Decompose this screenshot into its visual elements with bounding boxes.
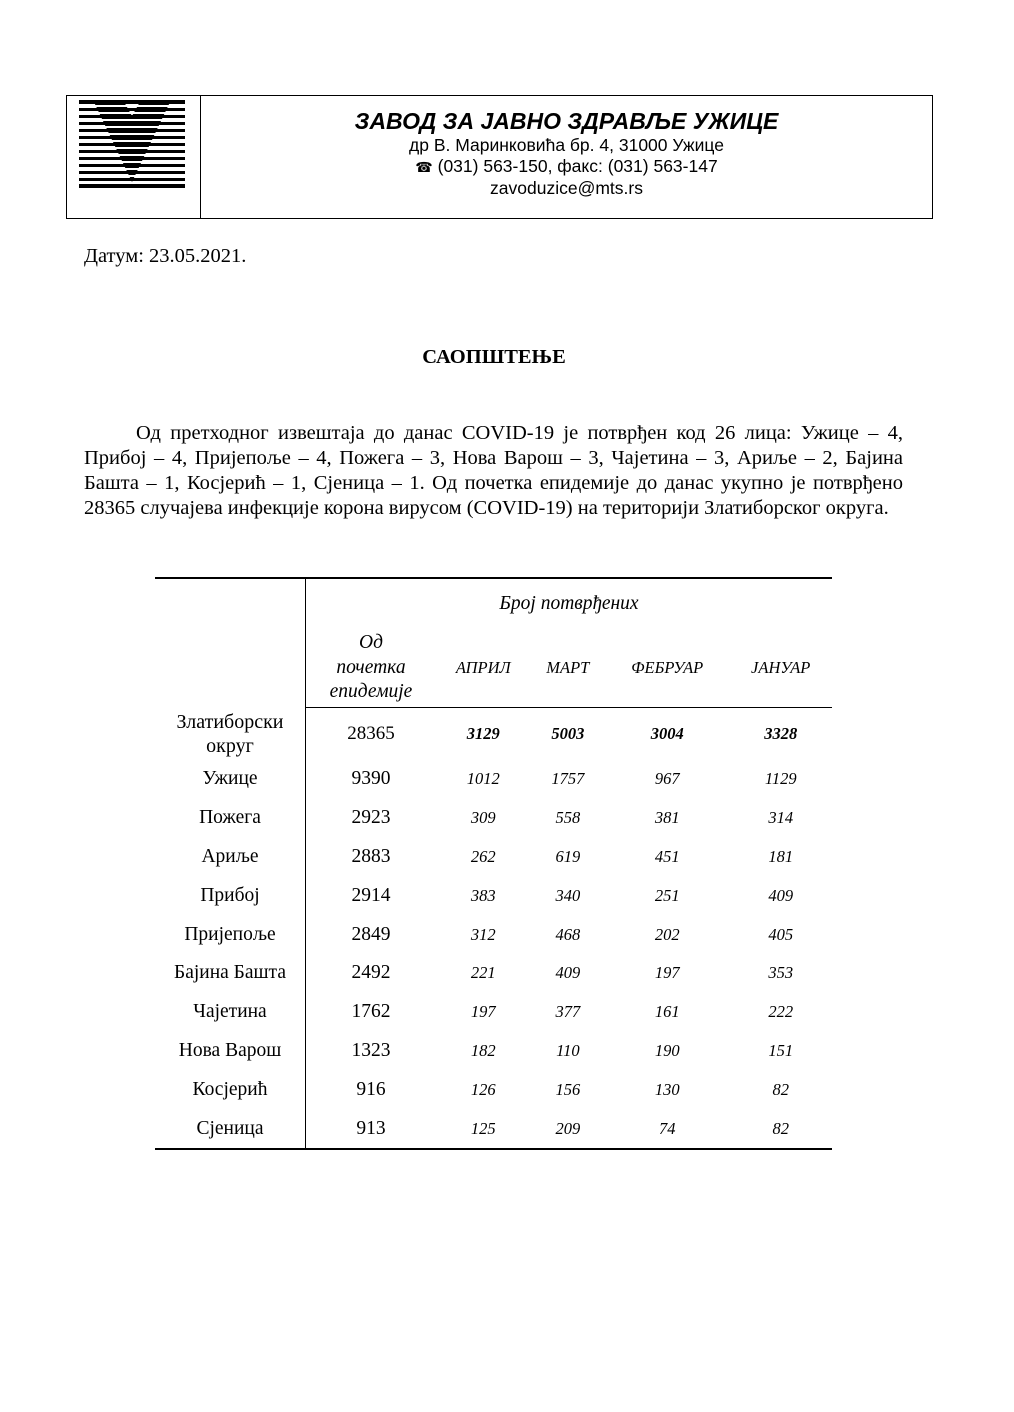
since-start-header — [306, 629, 437, 708]
table-row-district — [155, 708, 832, 761]
district-january: 3328 — [764, 724, 798, 743]
city-rows — [155, 760, 832, 1149]
municipality-total: 913 — [356, 1117, 386, 1139]
document-title: САОПШТЕЊЕ — [422, 346, 566, 368]
municipality-april: 262 — [470, 846, 496, 866]
table-row — [155, 760, 832, 799]
municipality-february: 161 — [654, 1002, 680, 1022]
month-header-march: МАРТ — [531, 629, 605, 708]
municipality-february: 74 — [659, 1118, 676, 1138]
table-row — [155, 799, 832, 838]
table-column-headers — [155, 629, 832, 708]
phone-icon: ☎ — [415, 159, 433, 175]
letterhead-text — [201, 96, 932, 199]
municipality-january: 82 — [772, 1118, 789, 1138]
institute-logo-icon — [79, 98, 185, 188]
empty-corner-cell — [155, 629, 306, 708]
municipality-total: 916 — [356, 1078, 386, 1100]
month-header-april: АПРИЛ — [436, 629, 531, 708]
municipality-total: 2923 — [351, 807, 391, 829]
municipality-february: 451 — [654, 846, 680, 866]
municipality-january: 82 — [772, 1079, 789, 1099]
municipality-february: 202 — [654, 924, 680, 944]
district-name-line: Златиборски — [176, 710, 284, 733]
cases-table — [155, 577, 832, 1150]
table-row — [155, 954, 832, 993]
letterhead — [66, 95, 933, 219]
municipality-total: 2914 — [351, 884, 391, 906]
document-date: Датум: 23.05.2021. — [84, 245, 247, 267]
municipality-name: Чајетина — [155, 993, 306, 1032]
empty-corner-cell — [155, 578, 306, 629]
municipality-name: Косјерић — [155, 1070, 306, 1109]
municipality-march: 209 — [555, 1118, 581, 1138]
district-april: 3129 — [466, 724, 500, 743]
announcement-paragraph: Од претходног извештаја до данас COVID-19 је потврђен код 26 лица: Ужице – 4, Прибој – 4, Пријепоље – 4, Пожега – 3, Нова Варош – 3, Чајетина – 3, Ариље – 2, Бајина Башта – 1, Косјерић – 1, Сјеница – 1. Од почетка епидемије до данас укупно је потврђено 28365 случајева инфекције корона вирусом (COVID-19) на територији Златиборског округа. — [84, 422, 903, 519]
municipality-name: Бајина Башта — [155, 954, 306, 993]
since-start-header-line: почетка — [336, 656, 406, 678]
municipality-march: 156 — [555, 1079, 581, 1099]
municipality-name: Сјеница — [155, 1109, 306, 1149]
municipality-january: 409 — [768, 885, 794, 905]
municipality-march: 110 — [556, 1040, 580, 1060]
municipality-name: Нова Варош — [155, 1032, 306, 1071]
municipality-march: 468 — [555, 924, 581, 944]
municipality-april: 221 — [470, 963, 496, 983]
municipality-april: 312 — [470, 924, 496, 944]
municipality-february: 967 — [654, 769, 680, 789]
table-row — [155, 876, 832, 915]
municipality-march: 377 — [555, 1002, 581, 1022]
municipality-april: 309 — [470, 808, 496, 828]
municipality-total: 1323 — [351, 1039, 391, 1061]
municipality-april: 182 — [470, 1040, 496, 1060]
table-row — [155, 1070, 832, 1109]
confirmed-count-header: Број потврђених — [499, 593, 639, 614]
municipality-march: 619 — [555, 846, 581, 866]
municipality-total: 2849 — [351, 923, 391, 945]
district-name — [155, 708, 306, 761]
table-row — [155, 993, 832, 1032]
table-row — [155, 915, 832, 954]
municipality-january: 353 — [768, 963, 794, 983]
table-group-header-row — [155, 578, 832, 629]
municipality-february: 130 — [654, 1079, 680, 1099]
municipality-january: 181 — [768, 846, 794, 866]
municipality-april: 126 — [470, 1079, 496, 1099]
since-start-header-line: Од — [359, 632, 383, 654]
municipality-name: Пожега — [155, 799, 306, 838]
municipality-name: Ариље — [155, 838, 306, 877]
address: др В. Маринковића бр. 4, 31000 Ужице — [409, 135, 724, 155]
since-start-header-line: епидемије — [329, 681, 413, 703]
month-header-february: ФЕБРУАР — [605, 629, 729, 708]
phone-fax: (031) 563-150, факс: (031) 563-147 — [437, 156, 718, 176]
table-row — [155, 838, 832, 877]
municipality-total: 1762 — [351, 1001, 391, 1023]
municipality-march: 340 — [555, 885, 581, 905]
municipality-name: Пријепоље — [155, 915, 306, 954]
email[interactable]: zavoduzice@mts.rs — [490, 178, 643, 198]
municipality-january: 314 — [768, 808, 794, 828]
municipality-january: 405 — [768, 924, 794, 944]
month-header-january: ЈАНУАР — [729, 629, 832, 708]
district-total: 28365 — [347, 723, 395, 744]
table-row — [155, 1109, 832, 1149]
municipality-april: 383 — [470, 885, 496, 905]
municipality-february: 197 — [654, 963, 680, 983]
municipality-february: 381 — [654, 808, 680, 828]
logo-cell — [67, 96, 201, 218]
municipality-april: 1012 — [466, 769, 500, 789]
district-name-line: округ — [206, 734, 254, 757]
municipality-total: 9390 — [351, 768, 391, 790]
municipality-january: 1129 — [764, 769, 797, 789]
municipality-march: 409 — [555, 963, 581, 983]
municipality-february: 190 — [654, 1040, 680, 1060]
municipality-name: Ужице — [155, 760, 306, 799]
municipality-name: Прибој — [155, 876, 306, 915]
table-row — [155, 1032, 832, 1071]
district-march: 5003 — [551, 724, 585, 743]
phone-line — [201, 156, 932, 178]
municipality-february: 251 — [654, 885, 680, 905]
municipality-march: 1757 — [551, 769, 585, 789]
municipality-total: 2492 — [351, 962, 391, 984]
organization-name: ЗАВОД ЗА ЈАВНО ЗДРАВЉЕ УЖИЦЕ — [354, 108, 779, 134]
municipality-april: 197 — [470, 1002, 496, 1022]
municipality-total: 2883 — [351, 845, 391, 867]
municipality-march: 558 — [555, 808, 581, 828]
municipality-april: 125 — [470, 1118, 496, 1138]
municipality-january: 222 — [768, 1002, 794, 1022]
district-february: 3004 — [650, 724, 684, 743]
municipality-january: 151 — [768, 1040, 794, 1060]
